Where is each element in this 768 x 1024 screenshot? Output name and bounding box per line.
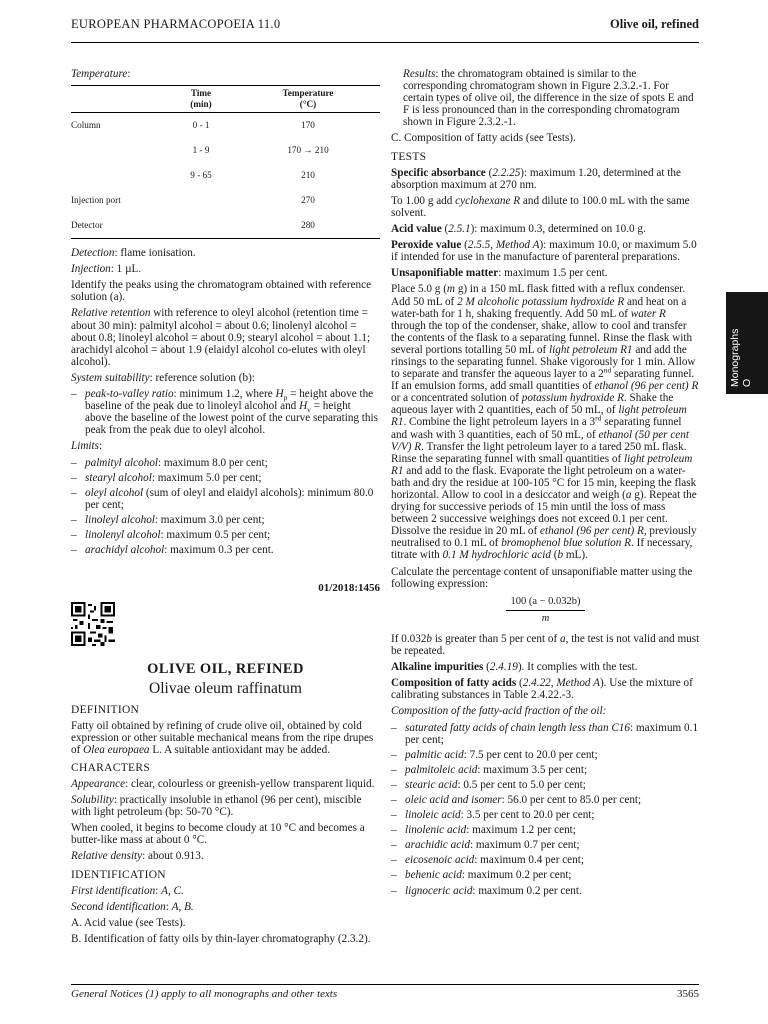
- right-column: [391, 68, 700, 901]
- footer-rule: [71, 984, 699, 985]
- calculation-text: Calculate the percentage content of unsaponifiable matter using the following expression:: [391, 565, 693, 590]
- composition-subheading: Composition of the fatty-acid fraction of the oil:: [391, 705, 607, 718]
- limit-item: – arachidyl alcohol: maximum 0.3 per cent.: [71, 544, 380, 556]
- identification-a: A. Acid value (see Tests).: [71, 916, 186, 929]
- formula-numerator: 100 (a − 0.032b): [506, 596, 584, 611]
- fatty-acid-item: – lignoceric acid: maximum 0.2 per cent.: [391, 885, 700, 897]
- limits-label: Limits:: [71, 440, 103, 453]
- temperature-row: [71, 188, 380, 213]
- second-identification: Second identification: A, B.: [71, 900, 194, 913]
- page-number: 3565: [677, 988, 699, 1000]
- temperature-cell-label: Injection port: [71, 195, 121, 206]
- specific-absorbance: Specific absorbance (2.2.25): maximum 1.20, determined at the absorption maximum at 270 nm.: [391, 166, 681, 191]
- density-line: Relative density: about 0.913.: [71, 850, 204, 863]
- footer-notice: General Notices (1) apply to all monographs and other texts: [71, 988, 338, 1000]
- monographs-side-tab: [726, 292, 768, 394]
- monograph-reference: 01/2018:1456: [318, 582, 380, 595]
- temperature-cell-label: Column: [71, 120, 101, 131]
- temperature-row: [71, 113, 380, 139]
- identification-c: C. Composition of fatty acids (see Tests).: [391, 132, 576, 145]
- header-rule: [71, 42, 699, 43]
- temperature-table: [71, 85, 380, 239]
- fatty-acid-item: – eicosenoic acid: maximum 0.4 per cent;: [391, 854, 700, 866]
- temperature-cell-label: Detector: [71, 213, 166, 239]
- temperature-cell-temp: 170: [301, 120, 315, 131]
- tests-heading: TESTS: [391, 150, 427, 163]
- running-header-left: EUROPEAN PHARMACOPOEIA 11.0: [71, 17, 281, 31]
- monograph-title: OLIVE OIL, REFINED: [147, 661, 304, 678]
- fatty-acid-item: – palmitic acid: 7.5 per cent to 20.0 per cent;: [391, 749, 700, 761]
- temperature-cell-time: 0 - 1: [192, 120, 210, 131]
- fatty-acid-item: – saturated fatty acids of chain length less than C16: maximum 0.1 per cent;: [391, 722, 700, 746]
- definition-text: Fatty oil obtained by refining of crude olive oil, obtained by cold expression or other suitable mechanical means from the ripe drupes of Olea europaea L. A suitable antioxidant may be added.: [71, 719, 374, 756]
- solubility-line: Solubility: practically insoluble in ethanol (96 per cent), miscible with light petroleum (bp: 50-70 °C).: [71, 794, 362, 819]
- limit-item: – linoleyl alcohol: maximum 3.0 per cent;: [71, 514, 380, 526]
- results-text: Results: the chromatogram obtained is similar to the corresponding chromatogram shown in Figure 2.3.2.-1. For certain types of olive oil, the difference in the size of spots E and F is less pronounced than in the corresponding chromatogram shown in Figure 2.3.2.-1.: [403, 68, 694, 129]
- peroxide-value: Peroxide value (2.5.5, Method A): maximum 10.0, or maximum 5.0 if intended for use in the manufacture of parenteral preparations.: [391, 239, 697, 264]
- suitability-list: [71, 388, 380, 436]
- qr-code-icon[interactable]: [71, 602, 115, 646]
- fatty-acid-item: – oleic acid and isomer: 56.0 per cent to 85.0 per cent;: [391, 794, 700, 806]
- temperature-cell-temp: 210: [301, 170, 315, 181]
- temperature-row: [71, 213, 380, 239]
- composition-fatty-acids: Composition of fatty acids (2.4.22, Method A). Use the mixture of calibrating substances in Table 2.4.22.-3.: [391, 677, 693, 702]
- identify-text: Identify the peaks using the chromatogram obtained with reference solution (a).: [71, 279, 372, 304]
- limit-item: – linolenyl alcohol: maximum 0.5 per cent;: [71, 529, 380, 541]
- temperature-cell-label: [71, 138, 166, 163]
- running-header-right: Olive oil, refined: [610, 17, 699, 31]
- fatty-acid-item: – palmitoleic acid: maximum 3.5 per cent;: [391, 764, 700, 776]
- left-column: [71, 68, 380, 949]
- unsaponifiable-matter: Unsaponifiable matter: maximum 1.5 per cent.: [391, 267, 608, 280]
- relative-retention: Relative retention with reference to oleyl alcohol (retention time = about 30 min): palmityl alcohol = about 0.6; linolenyl alcohol = about 0.8; linoleyl alcohol = about 0.9; stearyl alcohol = about 1.1; arachidyl alcohol = about 1.9 (elaidyl alcohol co-elutes with oleyl alcohol).: [71, 307, 371, 368]
- limit-item: – stearyl alcohol: maximum 5.0 per cent;: [71, 472, 380, 484]
- fatty-acid-item: – behenic acid: maximum 0.2 per cent;: [391, 869, 700, 881]
- identification-heading: IDENTIFICATION: [71, 868, 166, 881]
- fatty-acid-item: – linolenic acid: maximum 1.2 per cent;: [391, 824, 700, 836]
- detection-line: Detection: flame ionisation.: [71, 247, 196, 260]
- fatty-acid-item: – arachidic acid: maximum 0.7 per cent;: [391, 839, 700, 851]
- fatty-acid-list: [391, 722, 700, 897]
- injection-line: Injection: 1 µL.: [71, 263, 142, 276]
- fatty-acid-item: – linoleic acid: 3.5 per cent to 20.0 per cent;: [391, 809, 700, 821]
- temperature-row: [71, 163, 380, 188]
- side-tab-label: Monographs O: [729, 328, 753, 387]
- unsaponifiable-procedure: Place 5.0 g (m g) in a 150 mL flask fitted with a reflux condenser. Add 50 mL of 2 M alcoholic potassium hydroxide R and heat on a water-bath for 1 h, shaking frequently. Add 50 mL of water R through the top of the condenser, shake, allow to cool and transfer the contents of the flask to a separating funnel. Rinse the flask with several portions totalling 50 mL of light petroleum R1 and add the rinsings to the separating funnel. Shake vigorously for 1 min. Allow to separate and transfer the aqueous layer to a 2nd separating funnel. If an emulsion forms, add small quantities of ethanol (96 per cent) R or a concentrated solution of potassium hydroxide R. Shake the aqueous layer with 2 quantities, each of 50 mL, of light petroleum R1. Combine the light petroleum layers in a 3rd separating funnel and wash with 3 quantities, each of 50 mL, of ethanol (50 per cent V/V) R. Transfer the light petroleum layer to a tared 250 mL flask. Rinse the separating funnel with small quantities of light petroleum R1 and add to the flask. Evaporate the light petroleum on a water-bath and dry the residue at 100-105 °C for 15 min, keeping the flask horizontal. Allow to cool in a desiccator and weigh (a g). Repeat the drying for successive periods of 15 min until the loss of mass between 2 successive weighings does not exceed 0.1 per cent. Dissolve the residue in 20 mL of ethanol (96 per cent) R, previously neutralised to 0.1 mL of bromophenol blue solution R. If necessary, titrate with 0.1 M hydrochloric acid (b mL).: [391, 283, 699, 562]
- temperature-cell-time: [166, 213, 236, 239]
- temperature-cell-temp: 170 → 210: [287, 145, 329, 156]
- limits-list: [71, 457, 380, 557]
- col-temperature-header: Temperature (°C): [236, 86, 380, 113]
- absorbance-prep: To 1.00 g add cyclohexane R and dilute to 100.0 mL with the same solvent.: [391, 194, 690, 219]
- peak-to-valley-item: – peak-to-valley ratio: minimum 1.2, where $H_p$ = height above the baseline of the peak due to linoleyl alcohol and $H_v$ = height above the baseline of the lowest point of the curve separating this peak from the peak due to oleyl alcohol.: [71, 388, 380, 436]
- limit-item: – oleyl alcohol (sum of oleyl and elaidyl alcohols): minimum 80.0 per cent;: [71, 487, 380, 511]
- temperature-cell-time: [166, 188, 236, 213]
- first-identification: First identification: A, C.: [71, 884, 184, 897]
- temperature-label: Temperature:: [71, 68, 131, 80]
- cooling-text: When cooled, it begins to become cloudy at 10 °C and becomes a butter-like mass at about 0 °C.: [71, 822, 365, 847]
- characters-heading: CHARACTERS: [71, 761, 151, 774]
- definition-heading: DEFINITION: [71, 703, 140, 716]
- temperature-cell-time: 1 - 9: [192, 145, 210, 156]
- temperature-cell-label: [71, 163, 166, 188]
- validity-text: If 0.032b is greater than 5 per cent of a, the test is not valid and must be repeated.: [391, 632, 700, 658]
- formula-denominator: m: [541, 612, 550, 624]
- appearance-line: Appearance: clear, colourless or greenish-yellow transparent liquid.: [71, 778, 375, 790]
- acid-value: Acid value (2.5.1): maximum 0.3, determined on 10.0 g.: [391, 223, 646, 236]
- unsaponifiable-formula: [391, 596, 700, 625]
- alkaline-impurities: Alkaline impurities (2.4.19). It complies with the test.: [391, 661, 638, 674]
- limit-item: – palmityl alcohol: maximum 8.0 per cent;: [71, 457, 380, 469]
- col-time-header: Time (min): [166, 86, 236, 113]
- fatty-acid-item: – stearic acid: 0.5 per cent to 5.0 per cent;: [391, 779, 700, 791]
- identification-b: B. Identification of fatty oils by thin-layer chromatography (2.3.2).: [71, 932, 371, 945]
- temperature-cell-time: 9 - 65: [190, 170, 212, 181]
- temperature-cell-temp: 270: [301, 195, 315, 206]
- latin-title: Olivae oleum raffinatum: [149, 680, 302, 698]
- temperature-row: [71, 138, 380, 163]
- system-suitability: System suitability: reference solution (b):: [71, 371, 255, 384]
- temperature-cell-temp: 280: [236, 213, 380, 239]
